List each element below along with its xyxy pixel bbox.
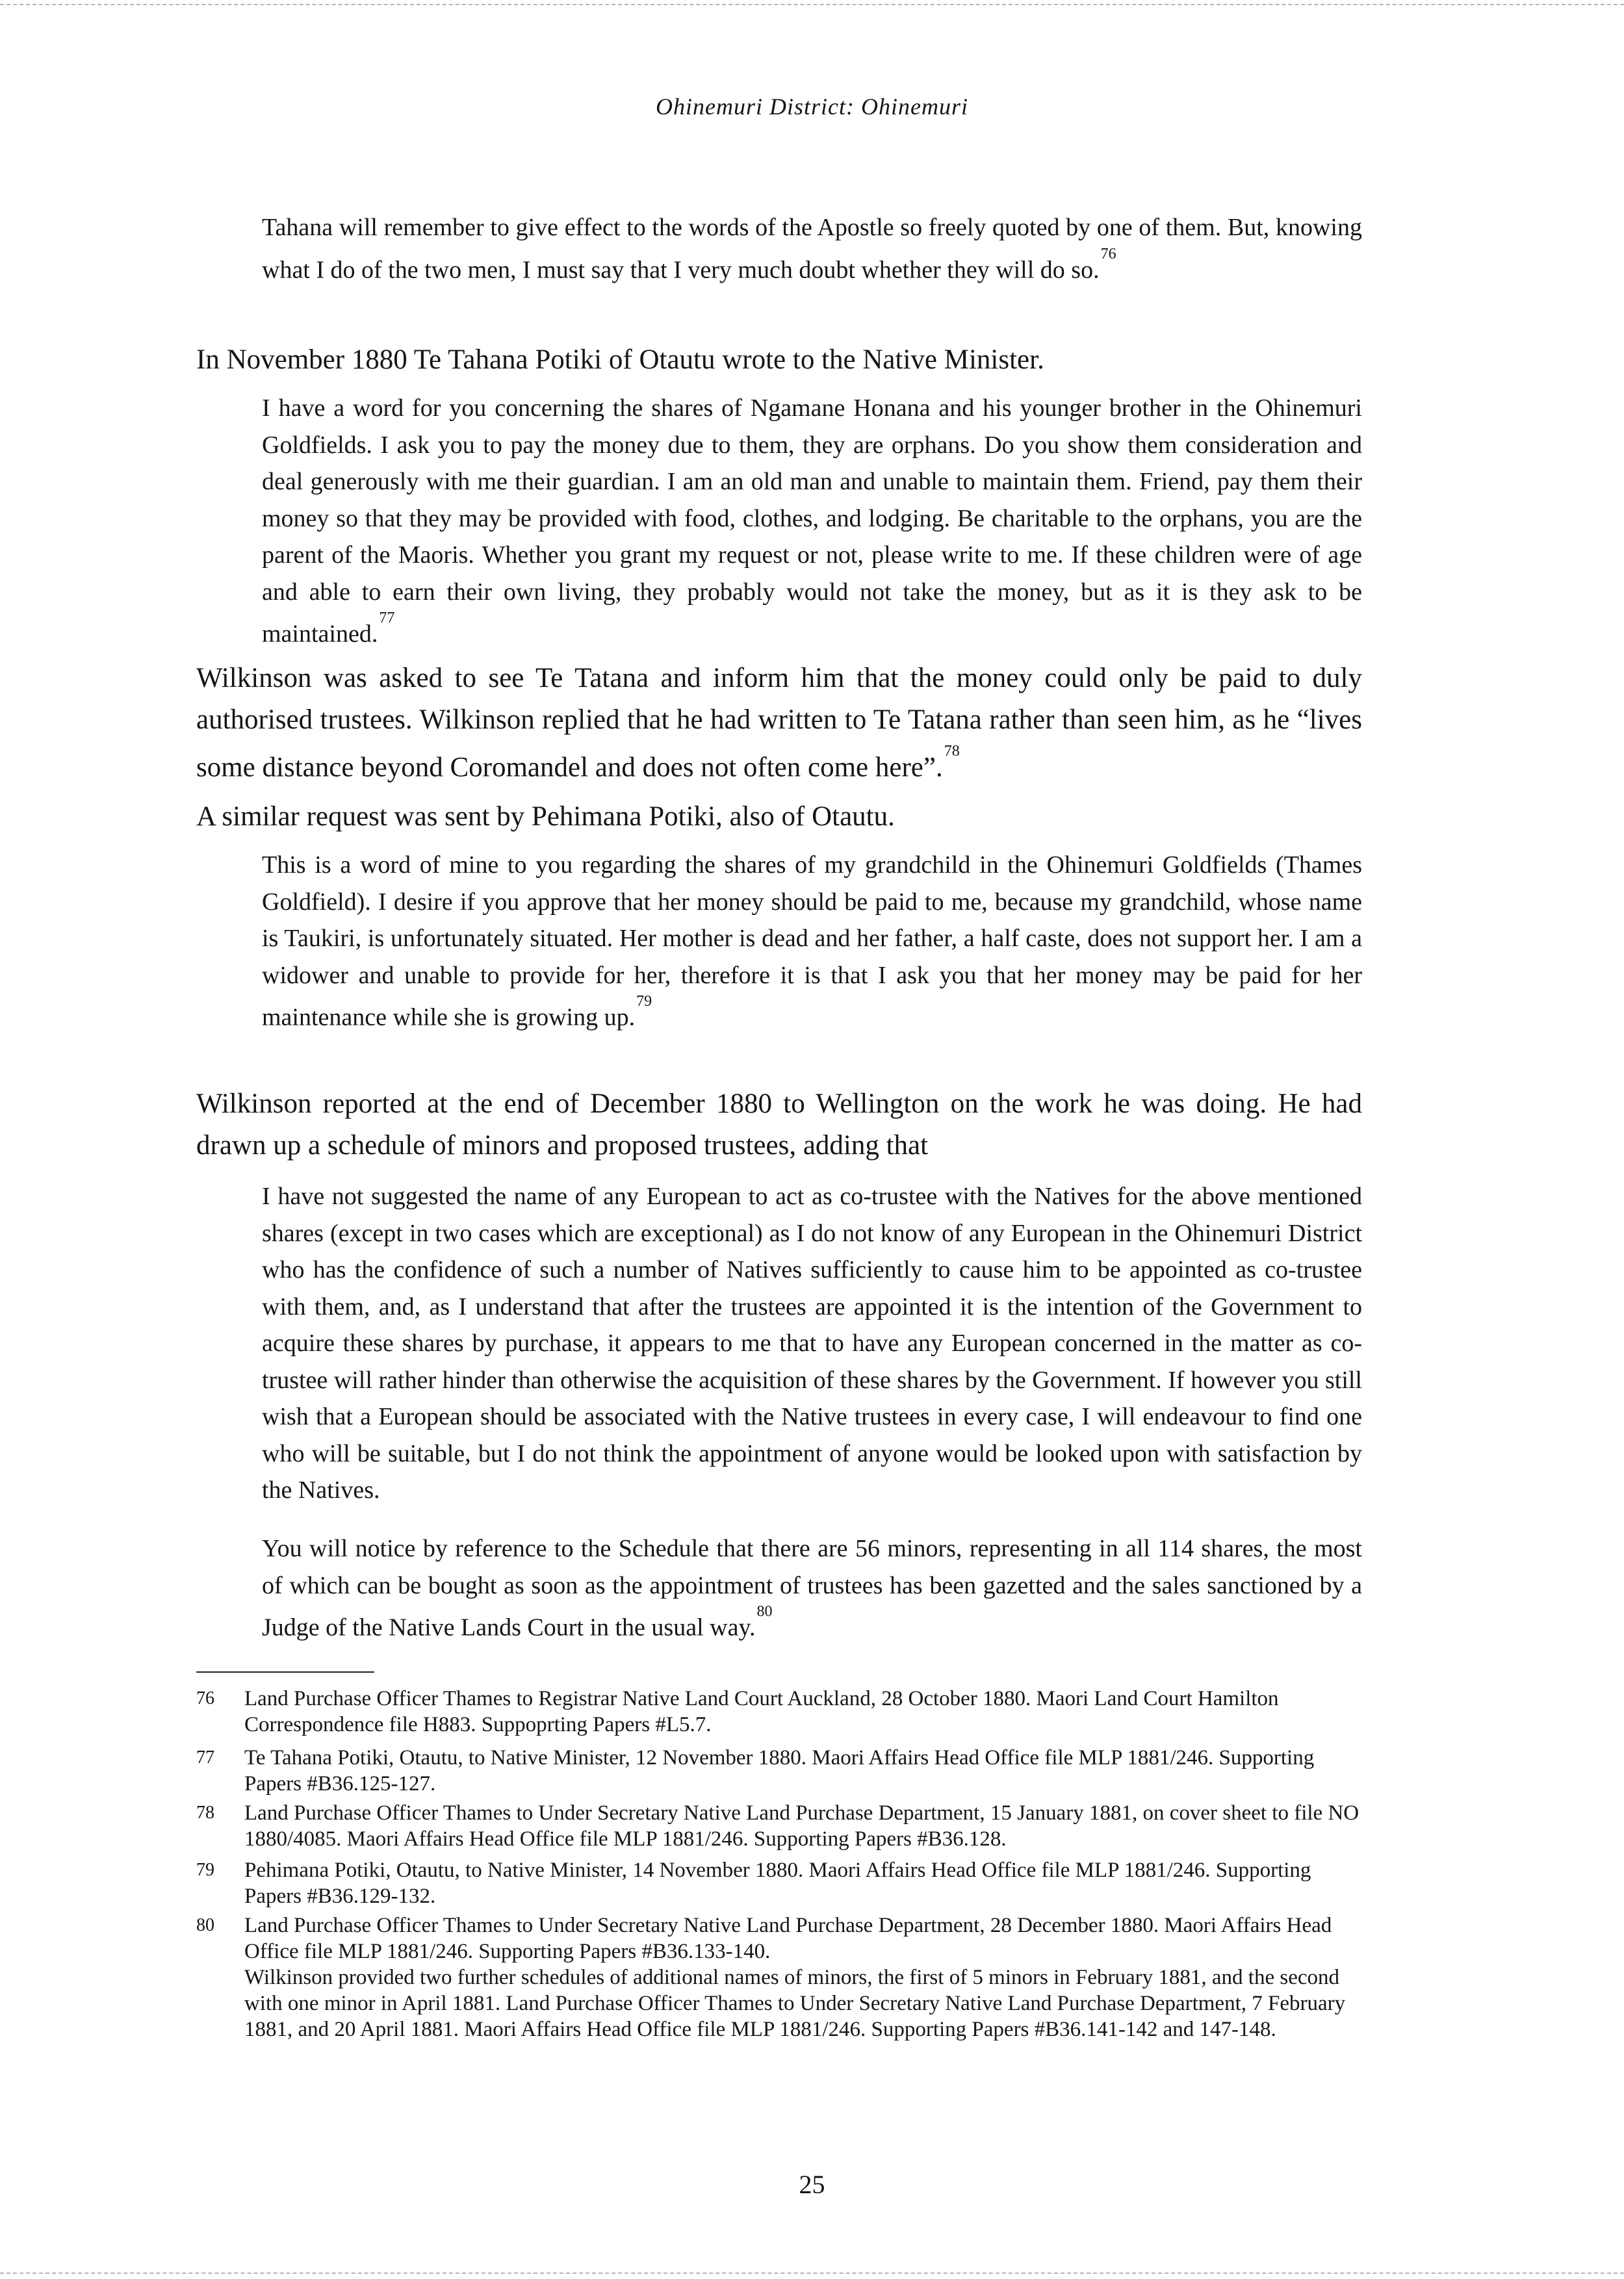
footnote-rule [196,1671,374,1673]
footnote-text: Pehimana Potiki, Otautu, to Native Minister, 14 November 1880. Maori Affairs Head Office file MLP 1881/246. Supporting Papers #B36.129-132. [244,1859,1311,1908]
footnote-text: Land Purchase Officer Thames to Registrar Native Land Court Auckland, 28 October 1880. Maori Land Court Hamilton Correspondence file H883. Suppoprting Papers #L5.7. [244,1687,1279,1736]
body-paragraph [196,658,1362,788]
footnote-continuation: Wilkinson provided two further schedules of additional names of minors, the first of 5 minors in February 1881, and the second with one minor in April 1881. Land Purchase Officer Thames to Under Secretary Native Land Purchase Department, 7 February 1881, and 20 April 1881. Maori Affairs Head Office file MLP 1881/246. Supporting Papers #B36.141-142 and 147-148. [244,1966,1346,2041]
paragraph-text: Wilkinson was asked to see Te Tatana and inform him that the money could only be paid to duly authorised trustees. Wilkinson replied that he had written to Te Tatana rather than seen him, as he “lives some distance beyond Coromandel and does not often come here”. [196,663,1362,783]
scan-edge-top [0,4,1624,5]
footnote-text: Land Purchase Officer Thames to Under Secretary Native Land Purchase Department, 28 December 1880. Maori Affairs Head Office file MLP 1881/246. Supporting Papers #B36.133-140. [244,1914,1332,1963]
block-quote-schedule [262,1530,1362,1646]
quote-text: You will notice by reference to the Schedule that there are 56 minors, representing in all 114 shares, the most of which can be bought as soon as the appointment of trustees has been gazetted and the sales sanctioned by a Judge of the Native Lands Court in the usual way. [262,1535,1362,1642]
footnote [196,1745,1362,1797]
footnote-ref-80: 80 [756,1603,773,1620]
footnote-text: Te Tahana Potiki, Otautu, to Native Minister, 12 November 1880. Maori Affairs Head Office file MLP 1881/246. Supporting Papers #B36.125-127. [244,1746,1315,1796]
block-quote-pehimana [262,847,1362,1036]
body-paragraph: Wilkinson reported at the end of December 1880 to Wellington on the work he was doing. He had drawn up a schedule of minors and proposed trustees, adding that [196,1088,1362,1161]
quote-text: Tahana will remember to give effect to the words of the Apostle so freely quoted by one of them. But, knowing what I do of the two men, I must say that I very much doubt whether they will do so. [262,214,1362,284]
scan-edge-bottom [0,2273,1624,2274]
block-quote-tahana [262,390,1362,652]
block-quote-wilkinson: I have not suggested the name of any European to act as co-trustee with the Natives for the above mentioned shares (except in two cases which are exceptional) as I do not know of any European in the Ohinemuri District who has the confidence of such a number of Natives sufficiently to cause him to be appointed as co-trustee with them, and, as I understand that after the trustees are appointed it is the intention of the Government to acquire these shares by purchase, it appears to me that to have any European concerned in the matter as co-trustee will rather hinder than otherwise the acquisition of these shares by the Government. If however you still wish that a European should be associated with the Native trustees in every case, I will endeavour to find one who will be suitable, but I do not think the appointment of anyone would be looked upon with satisfaction by the Natives. [262,1183,1362,1504]
body-paragraph: A similar request was sent by Pehimana Potiki, also of Otautu. [196,801,895,832]
footnote-number: 78 [196,1803,214,1823]
footnote [196,1912,1362,2042]
footnote [196,1686,1362,1738]
footnote-ref-79: 79 [636,993,652,1010]
footnote-ref-78: 78 [944,743,960,760]
footnote-number: 79 [196,1860,214,1880]
footnote-number: 77 [196,1747,214,1768]
footnote-number: 80 [196,1915,214,1935]
running-header: Ohinemuri District: Ohinemuri [656,94,968,120]
footnote [196,1800,1362,1852]
footnote-number: 76 [196,1688,214,1708]
footnote-ref-77: 77 [379,610,395,626]
block-quote-continued [262,209,1362,289]
page-number: 25 [799,2170,825,2199]
quote-text: This is a word of mine to you regarding the shares of my grandchild in the Ohinemuri Goldfields (Thames Goldfield). I desire if you approve that her money should be paid to me, because my grandchild, whose name is Taukiri, is unfortunately situated. Her mother is dead and her father, a half caste, does not support her. I am a widower and unable to provide for her, therefore it is that I ask you that her money may be paid for her maintenance while she is growing up. [262,851,1362,1031]
body-paragraph: In November 1880 Te Tahana Potiki of Otautu wrote to the Native Minister. [196,344,1044,375]
footnote-text: Land Purchase Officer Thames to Under Secretary Native Land Purchase Department, 15 January 1881, on cover sheet to file NO 1880/4085. Maori Affairs Head Office file MLP 1881/246. Supporting Papers #B36.128. [244,1801,1360,1851]
footnote [196,1857,1362,1909]
quote-text: I have a word for you concerning the shares of Ngamane Honana and his younger brother in the Ohinemuri Goldfields. I ask you to pay the money due to them, they are orphans. Do you show them consideration and deal generously with me their guardian. I am an old man and unable to maintain them. Friend, pay them their money so that they may be provided with food, clothes, and lodging. Be charitable to the orphans, you are the parent of the Maoris. Whether you grant my request or not, please write to me. If these children were of age and able to earn their own living, they probably would not take the money, but as it is they ask to be maintained. [262,394,1362,648]
footnote-ref-76: 76 [1100,245,1116,263]
